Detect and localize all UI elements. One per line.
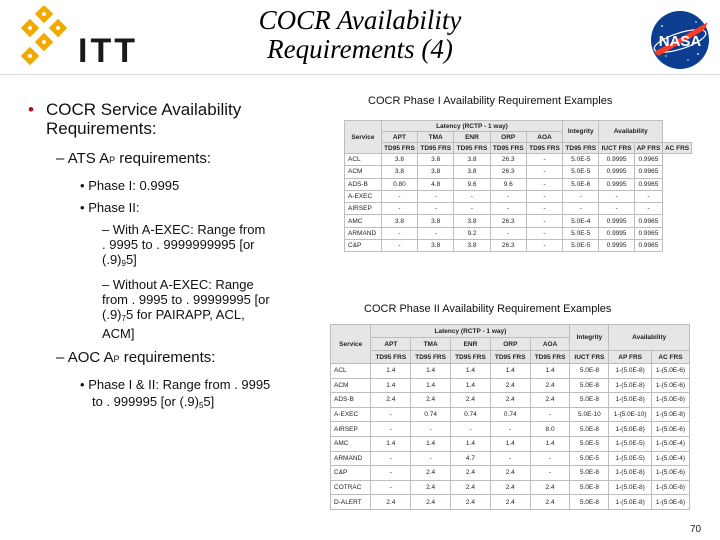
table-cell: 1.4 xyxy=(371,364,411,379)
with-aexec-sub: 9 xyxy=(121,259,126,268)
table-cell: - xyxy=(526,203,562,215)
table-cell: - xyxy=(526,240,562,252)
table-cell: - xyxy=(454,203,490,215)
without-aexec-mid: 5 for PAIRAPP, ACL, xyxy=(125,307,245,322)
table-cell: 3.8 xyxy=(454,154,490,166)
table-cell: - xyxy=(418,227,454,239)
table-cell: 3.8 xyxy=(454,166,490,178)
table-cell: 1-(5.0E-8) xyxy=(609,495,652,510)
table-cell: 26.3 xyxy=(490,154,526,166)
ats-text-suffix: requirements: xyxy=(115,150,211,167)
table-row xyxy=(331,451,690,466)
itt-logo xyxy=(8,4,158,70)
aoc-text-sub: P xyxy=(113,354,120,364)
phase2-text: Phase II: xyxy=(88,200,140,215)
table-cell: 5.0E-5 xyxy=(563,227,599,239)
with-aexec-line-1: – With A-EXEC: Range from xyxy=(102,222,266,237)
table-cell: 1-(5.0E-4) xyxy=(651,436,689,451)
table-cell: 1.4 xyxy=(451,364,491,379)
table-cell: - xyxy=(530,466,570,481)
table-cell: - xyxy=(381,203,417,215)
table-cell: 0.9965 xyxy=(634,227,662,239)
table-cell: 5.0E-6 xyxy=(563,178,599,190)
table-cell: 5.0E-8 xyxy=(570,480,609,495)
phase12-text-2a: to . 999995 [or (.9) xyxy=(92,394,199,409)
service-cell: AMC xyxy=(331,436,371,451)
sub-header: TD95 FRS xyxy=(418,143,454,154)
table-cell: 4.8 xyxy=(418,178,454,190)
with-aexec-end: 5] xyxy=(125,252,137,267)
table2-caption: COCR Phase II Availability Requirement Examples xyxy=(364,303,612,315)
phase1-availability-table xyxy=(344,120,692,252)
table-cell: 1.4 xyxy=(371,436,411,451)
sub-header: TD95 FRS xyxy=(454,143,490,154)
bullet-dot-icon: • xyxy=(28,100,34,119)
without-aexec-base: (.9) xyxy=(102,307,122,322)
table-cell: - xyxy=(371,422,411,437)
table-cell: 0.9965 xyxy=(634,215,662,227)
bullet-main xyxy=(28,100,328,138)
table-cell: - xyxy=(526,178,562,190)
table-cell: 5.0E-5 xyxy=(563,154,599,166)
sub-header: IUCT FRS xyxy=(570,351,609,364)
table-cell: 2.4 xyxy=(411,495,451,510)
table-cell: - xyxy=(371,451,411,466)
table-cell: 0.9965 xyxy=(634,154,662,166)
service-cell: ARMAND xyxy=(345,227,382,239)
table-cell: - xyxy=(490,203,526,215)
service-cell: D-ALERT xyxy=(331,495,371,510)
table-cell: 0.74 xyxy=(490,407,530,422)
bullet-dot-icon: • xyxy=(80,377,85,392)
bullet-with-aexec xyxy=(102,222,317,271)
table-cell: 26.3 xyxy=(490,215,526,227)
table-cell: 9.2 xyxy=(454,227,490,239)
table-cell: 1.4 xyxy=(490,364,530,379)
table-cell: 26.3 xyxy=(490,240,526,252)
table-cell: 1-(5.0E-5) xyxy=(609,436,652,451)
table-header-cell: Integrity xyxy=(570,325,609,351)
table-row xyxy=(345,154,692,166)
table-cell: 3.8 xyxy=(454,240,490,252)
service-cell: ACL xyxy=(331,364,371,379)
sub-header: AP FRS xyxy=(634,143,662,154)
table-header-cell: Service xyxy=(345,121,382,154)
table-row xyxy=(345,166,692,178)
table-cell: 1-(5.0E-6) xyxy=(651,393,689,408)
table-cell: 2.4 xyxy=(451,466,491,481)
table-cell: 2.4 xyxy=(490,480,530,495)
table-body xyxy=(345,154,692,252)
page-number: 70 xyxy=(690,524,702,535)
page-title xyxy=(210,6,510,64)
table-cell: - xyxy=(530,451,570,466)
table-row xyxy=(331,422,690,437)
bullet-dot-icon: • xyxy=(80,178,85,193)
table-cell: - xyxy=(490,190,526,202)
sub-header: AC FRS xyxy=(663,143,692,154)
table-cell: 2.4 xyxy=(371,393,411,408)
table-row xyxy=(331,466,690,481)
without-aexec-line-3 xyxy=(102,307,317,326)
table-cell: - xyxy=(411,422,451,437)
service-cell: A-EXEC xyxy=(345,190,382,202)
table-cell: 2.4 xyxy=(530,378,570,393)
table-header-row xyxy=(345,143,692,154)
table-cell: 2.4 xyxy=(530,495,570,510)
table-cell: - xyxy=(454,190,490,202)
bullet-phase12 xyxy=(80,376,320,414)
table-cell: - xyxy=(451,422,491,437)
table-cell: - xyxy=(530,407,570,422)
table-cell: 0.74 xyxy=(411,407,451,422)
table-cell: 5.0E-8 xyxy=(570,393,609,408)
header-divider xyxy=(0,74,720,75)
table-row xyxy=(345,240,692,252)
table-header-cell: Integrity xyxy=(563,121,599,143)
table-row xyxy=(331,480,690,495)
table-cell: 2.4 xyxy=(451,480,491,495)
table-cell: 2.4 xyxy=(490,495,530,510)
with-aexec-line-2: . 9995 to . 9999999995 [or xyxy=(102,237,255,252)
table-cell: 1-(5.0E-8) xyxy=(609,364,652,379)
column-header: TMA xyxy=(411,338,451,351)
table-cell: - xyxy=(371,407,411,422)
service-cell: ACL xyxy=(345,154,382,166)
ats-text-prefix: ATS A xyxy=(67,150,110,167)
table-cell: 3.8 xyxy=(418,166,454,178)
without-aexec-line-2: from . 9995 to . 99999995 [or xyxy=(102,292,270,307)
table-row xyxy=(331,436,690,451)
bullet-phase2 xyxy=(80,199,320,216)
column-header: AOA xyxy=(526,132,562,143)
table-cell: 9.6 xyxy=(454,178,490,190)
sub-header: TD95 FRS xyxy=(530,351,570,364)
sub-header: IUCT FRS xyxy=(599,143,634,154)
table-cell: - xyxy=(563,203,599,215)
table-cell: 1.4 xyxy=(451,378,491,393)
bullet-aoc xyxy=(56,349,326,368)
table-cell: 1-(5.0E-6) xyxy=(651,480,689,495)
table-cell: 2.4 xyxy=(490,466,530,481)
table-cell: 1-(5.0E-6) xyxy=(651,466,689,481)
table-cell: - xyxy=(634,203,662,215)
table-row xyxy=(331,364,690,379)
column-header: TMA xyxy=(418,132,454,143)
table-cell: - xyxy=(634,190,662,202)
table-cell: 1-(5.0E-6) xyxy=(651,422,689,437)
table-header-cell: Availability xyxy=(609,325,690,351)
table-cell: - xyxy=(563,190,599,202)
without-aexec-line-1: – Without A-EXEC: Range xyxy=(102,277,254,292)
bullet-phase1 xyxy=(80,177,320,194)
sub-header: TD95 FRS xyxy=(526,143,562,154)
bullet-dash-icon: – xyxy=(56,349,65,366)
sub-header: AP FRS xyxy=(609,351,652,364)
table-cell: 1.4 xyxy=(411,378,451,393)
table-cell: - xyxy=(526,190,562,202)
table-row xyxy=(331,393,690,408)
phase12-line-1 xyxy=(80,376,320,393)
column-header: ORP xyxy=(490,338,530,351)
service-cell: AMC xyxy=(345,215,382,227)
table-cell: 3.8 xyxy=(454,215,490,227)
table-cell: 2.4 xyxy=(411,480,451,495)
sub-header: TD95 FRS xyxy=(490,143,526,154)
sub-header: TD95 FRS xyxy=(381,143,417,154)
table-cell: - xyxy=(371,480,411,495)
phase12-text-2b: 5] xyxy=(203,394,215,409)
table-cell: 2.4 xyxy=(411,466,451,481)
table-cell: 3.8 xyxy=(418,215,454,227)
table-cell: - xyxy=(371,466,411,481)
bullet-dot-icon: • xyxy=(80,200,85,215)
table-cell: 0.80 xyxy=(381,178,417,190)
table-cell: 9.6 xyxy=(490,178,526,190)
phase1-text: Phase I: 0.9995 xyxy=(88,178,180,193)
table-row xyxy=(345,178,692,190)
column-header: ORP xyxy=(490,132,526,143)
table1-caption: COCR Phase I Availability Requirement Examples xyxy=(368,95,613,107)
service-cell: ADS-B xyxy=(345,178,382,190)
sub-header: TD95 FRS xyxy=(451,351,491,364)
table-cell: 1-(5.0E-4) xyxy=(651,451,689,466)
table-cell: 5.0E-5 xyxy=(563,166,599,178)
table-cell: 0.9965 xyxy=(634,240,662,252)
aoc-text-suffix: requirements: xyxy=(119,349,216,366)
itt-logo-text: ITT xyxy=(78,32,138,70)
table-cell: 5.0E-5 xyxy=(570,436,609,451)
table-cell: 1-(5.0E-10) xyxy=(609,407,652,422)
table-cell: 5.0E-8 xyxy=(570,495,609,510)
table-cell: 1-(5.0E-8) xyxy=(609,393,652,408)
table-cell: - xyxy=(411,451,451,466)
table-cell: - xyxy=(490,451,530,466)
table-cell: 5.0E-8 xyxy=(570,422,609,437)
table-cell: 4.7 xyxy=(451,451,491,466)
table-cell: - xyxy=(418,190,454,202)
column-header: APT xyxy=(371,338,411,351)
table-cell: 1.4 xyxy=(411,436,451,451)
table-cell: 5.0E-8 xyxy=(570,364,609,379)
title-line-2: Requirements (4) xyxy=(267,34,453,64)
sub-header: TD95 FRS xyxy=(490,351,530,364)
bullet-ats xyxy=(56,150,326,169)
table-cell: - xyxy=(418,203,454,215)
table-cell: 1.4 xyxy=(530,364,570,379)
table-cell: 3.8 xyxy=(381,166,417,178)
column-header: ENR xyxy=(451,338,491,351)
table-cell: 1.4 xyxy=(451,436,491,451)
table-cell: 8.0 xyxy=(530,422,570,437)
phase12-text-1: Phase I & II: Range from . 9995 xyxy=(88,377,271,392)
table-row xyxy=(345,215,692,227)
table-cell: 0.9965 xyxy=(634,166,662,178)
table-cell: 5.0E-8 xyxy=(570,466,609,481)
without-aexec-sub: 7 xyxy=(121,314,126,323)
table-cell: 1.4 xyxy=(411,364,451,379)
table-cell: 2.4 xyxy=(451,495,491,510)
table-cell: 1-(5.0E-8) xyxy=(609,466,652,481)
table-cell: 1-(5.0E-6) xyxy=(651,495,689,510)
table-cell: 1-(5.0E-8) xyxy=(609,378,652,393)
itt-logo-mark-icon xyxy=(16,6,72,66)
table-cell: - xyxy=(526,227,562,239)
bullet-main-text: COCR Service Availability Requirements: xyxy=(46,100,242,138)
table-row xyxy=(331,378,690,393)
table-header-row xyxy=(331,351,690,364)
service-cell: ARMAND xyxy=(331,451,371,466)
table-cell: 3.8 xyxy=(381,215,417,227)
table-header-cell: Latency (RCTP - 1 way) xyxy=(381,121,562,132)
table-cell: 2.4 xyxy=(490,378,530,393)
table-row xyxy=(345,203,692,215)
table-cell: 5.0E-5 xyxy=(570,451,609,466)
sub-header: TD95 FRS xyxy=(563,143,599,154)
table-cell: 1-(5.0E-6) xyxy=(651,364,689,379)
table-header-cell: Service xyxy=(331,325,371,364)
table-cell: - xyxy=(526,166,562,178)
column-header: APT xyxy=(381,132,417,143)
table-cell: 3.8 xyxy=(418,154,454,166)
table-cell: 0.9965 xyxy=(634,178,662,190)
table-cell: - xyxy=(490,422,530,437)
table-row xyxy=(345,227,692,239)
service-cell: ADS-B xyxy=(331,393,371,408)
table-body xyxy=(331,364,690,510)
table-cell: 2.4 xyxy=(371,495,411,510)
table-cell: 0.74 xyxy=(451,407,491,422)
table-cell: 0.9995 xyxy=(599,166,634,178)
table-header-cell: Latency (RCTP - 1 way) xyxy=(371,325,570,338)
table-cell: 5.0E-5 xyxy=(563,240,599,252)
table-cell: 1.4 xyxy=(490,436,530,451)
table-cell: 2.4 xyxy=(411,393,451,408)
table-cell: 1-(5.0E-5) xyxy=(609,451,652,466)
table-cell: 0.9995 xyxy=(599,178,634,190)
table-cell: - xyxy=(381,227,417,239)
service-cell: A-EXEC xyxy=(331,407,371,422)
table-cell: 5.0E-4 xyxy=(563,215,599,227)
table-cell: - xyxy=(381,190,417,202)
service-cell: C&P xyxy=(331,466,371,481)
nasa-logo-text: NASA xyxy=(658,33,702,50)
table-cell: 0.9995 xyxy=(599,227,634,239)
table-cell: - xyxy=(526,154,562,166)
service-cell: AIRSEP xyxy=(331,422,371,437)
table-cell: 1.4 xyxy=(530,436,570,451)
ats-text-sub: P xyxy=(109,155,116,165)
service-cell: COTRAC xyxy=(331,480,371,495)
table-cell: 1.4 xyxy=(371,378,411,393)
table-cell: 5.0E-10 xyxy=(570,407,609,422)
table-cell: 0.9995 xyxy=(599,154,634,166)
table-row xyxy=(345,190,692,202)
table-cell: 0.9995 xyxy=(599,215,634,227)
table-cell: 1-(5.0E-6) xyxy=(651,378,689,393)
table-cell: 1-(5.0E-8) xyxy=(609,480,652,495)
column-header: AOA xyxy=(530,338,570,351)
service-cell: ACM xyxy=(345,166,382,178)
phase12-line-2 xyxy=(80,393,320,414)
table-cell: 5.0E-8 xyxy=(570,378,609,393)
bullet-without-aexec xyxy=(102,277,317,341)
with-aexec-base: (.9) xyxy=(102,252,122,267)
table-row xyxy=(331,407,690,422)
sub-header: TD95 FRS xyxy=(371,351,411,364)
sub-header: AC FRS xyxy=(651,351,689,364)
table-cell: 2.4 xyxy=(530,393,570,408)
table-cell: 26.3 xyxy=(490,166,526,178)
with-aexec-line-3 xyxy=(102,252,317,271)
table-cell: 2.4 xyxy=(530,480,570,495)
bullet-dash-icon: – xyxy=(56,150,65,167)
table-cell: 2.4 xyxy=(451,393,491,408)
column-header: ENR xyxy=(454,132,490,143)
table-cell: 1-(5.0E-8) xyxy=(651,407,689,422)
sub-header: TD95 FRS xyxy=(411,351,451,364)
table-cell: 1-(5.0E-8) xyxy=(609,422,652,437)
table-cell: - xyxy=(526,215,562,227)
table-cell: - xyxy=(599,203,634,215)
table-cell: - xyxy=(490,227,526,239)
without-aexec-line-4: ACM] xyxy=(102,326,135,341)
table-cell: 0.9995 xyxy=(599,240,634,252)
table-header-cell: Availability xyxy=(599,121,663,143)
table-cell: 3.8 xyxy=(418,240,454,252)
table-cell: 2.4 xyxy=(490,393,530,408)
phase2-availability-table xyxy=(330,324,690,510)
nasa-logo-icon xyxy=(648,8,712,72)
service-cell: ACM xyxy=(331,378,371,393)
table-cell: - xyxy=(381,240,417,252)
title-line-1: COCR Availability xyxy=(258,5,462,35)
service-cell: C&P xyxy=(345,240,382,252)
phase12-sub: 5 xyxy=(198,401,204,410)
aoc-text-prefix: AOC A xyxy=(67,349,114,366)
table-cell: 3.8 xyxy=(381,154,417,166)
table-row xyxy=(331,495,690,510)
table-cell: - xyxy=(599,190,634,202)
service-cell: AIRSEP xyxy=(345,203,382,215)
